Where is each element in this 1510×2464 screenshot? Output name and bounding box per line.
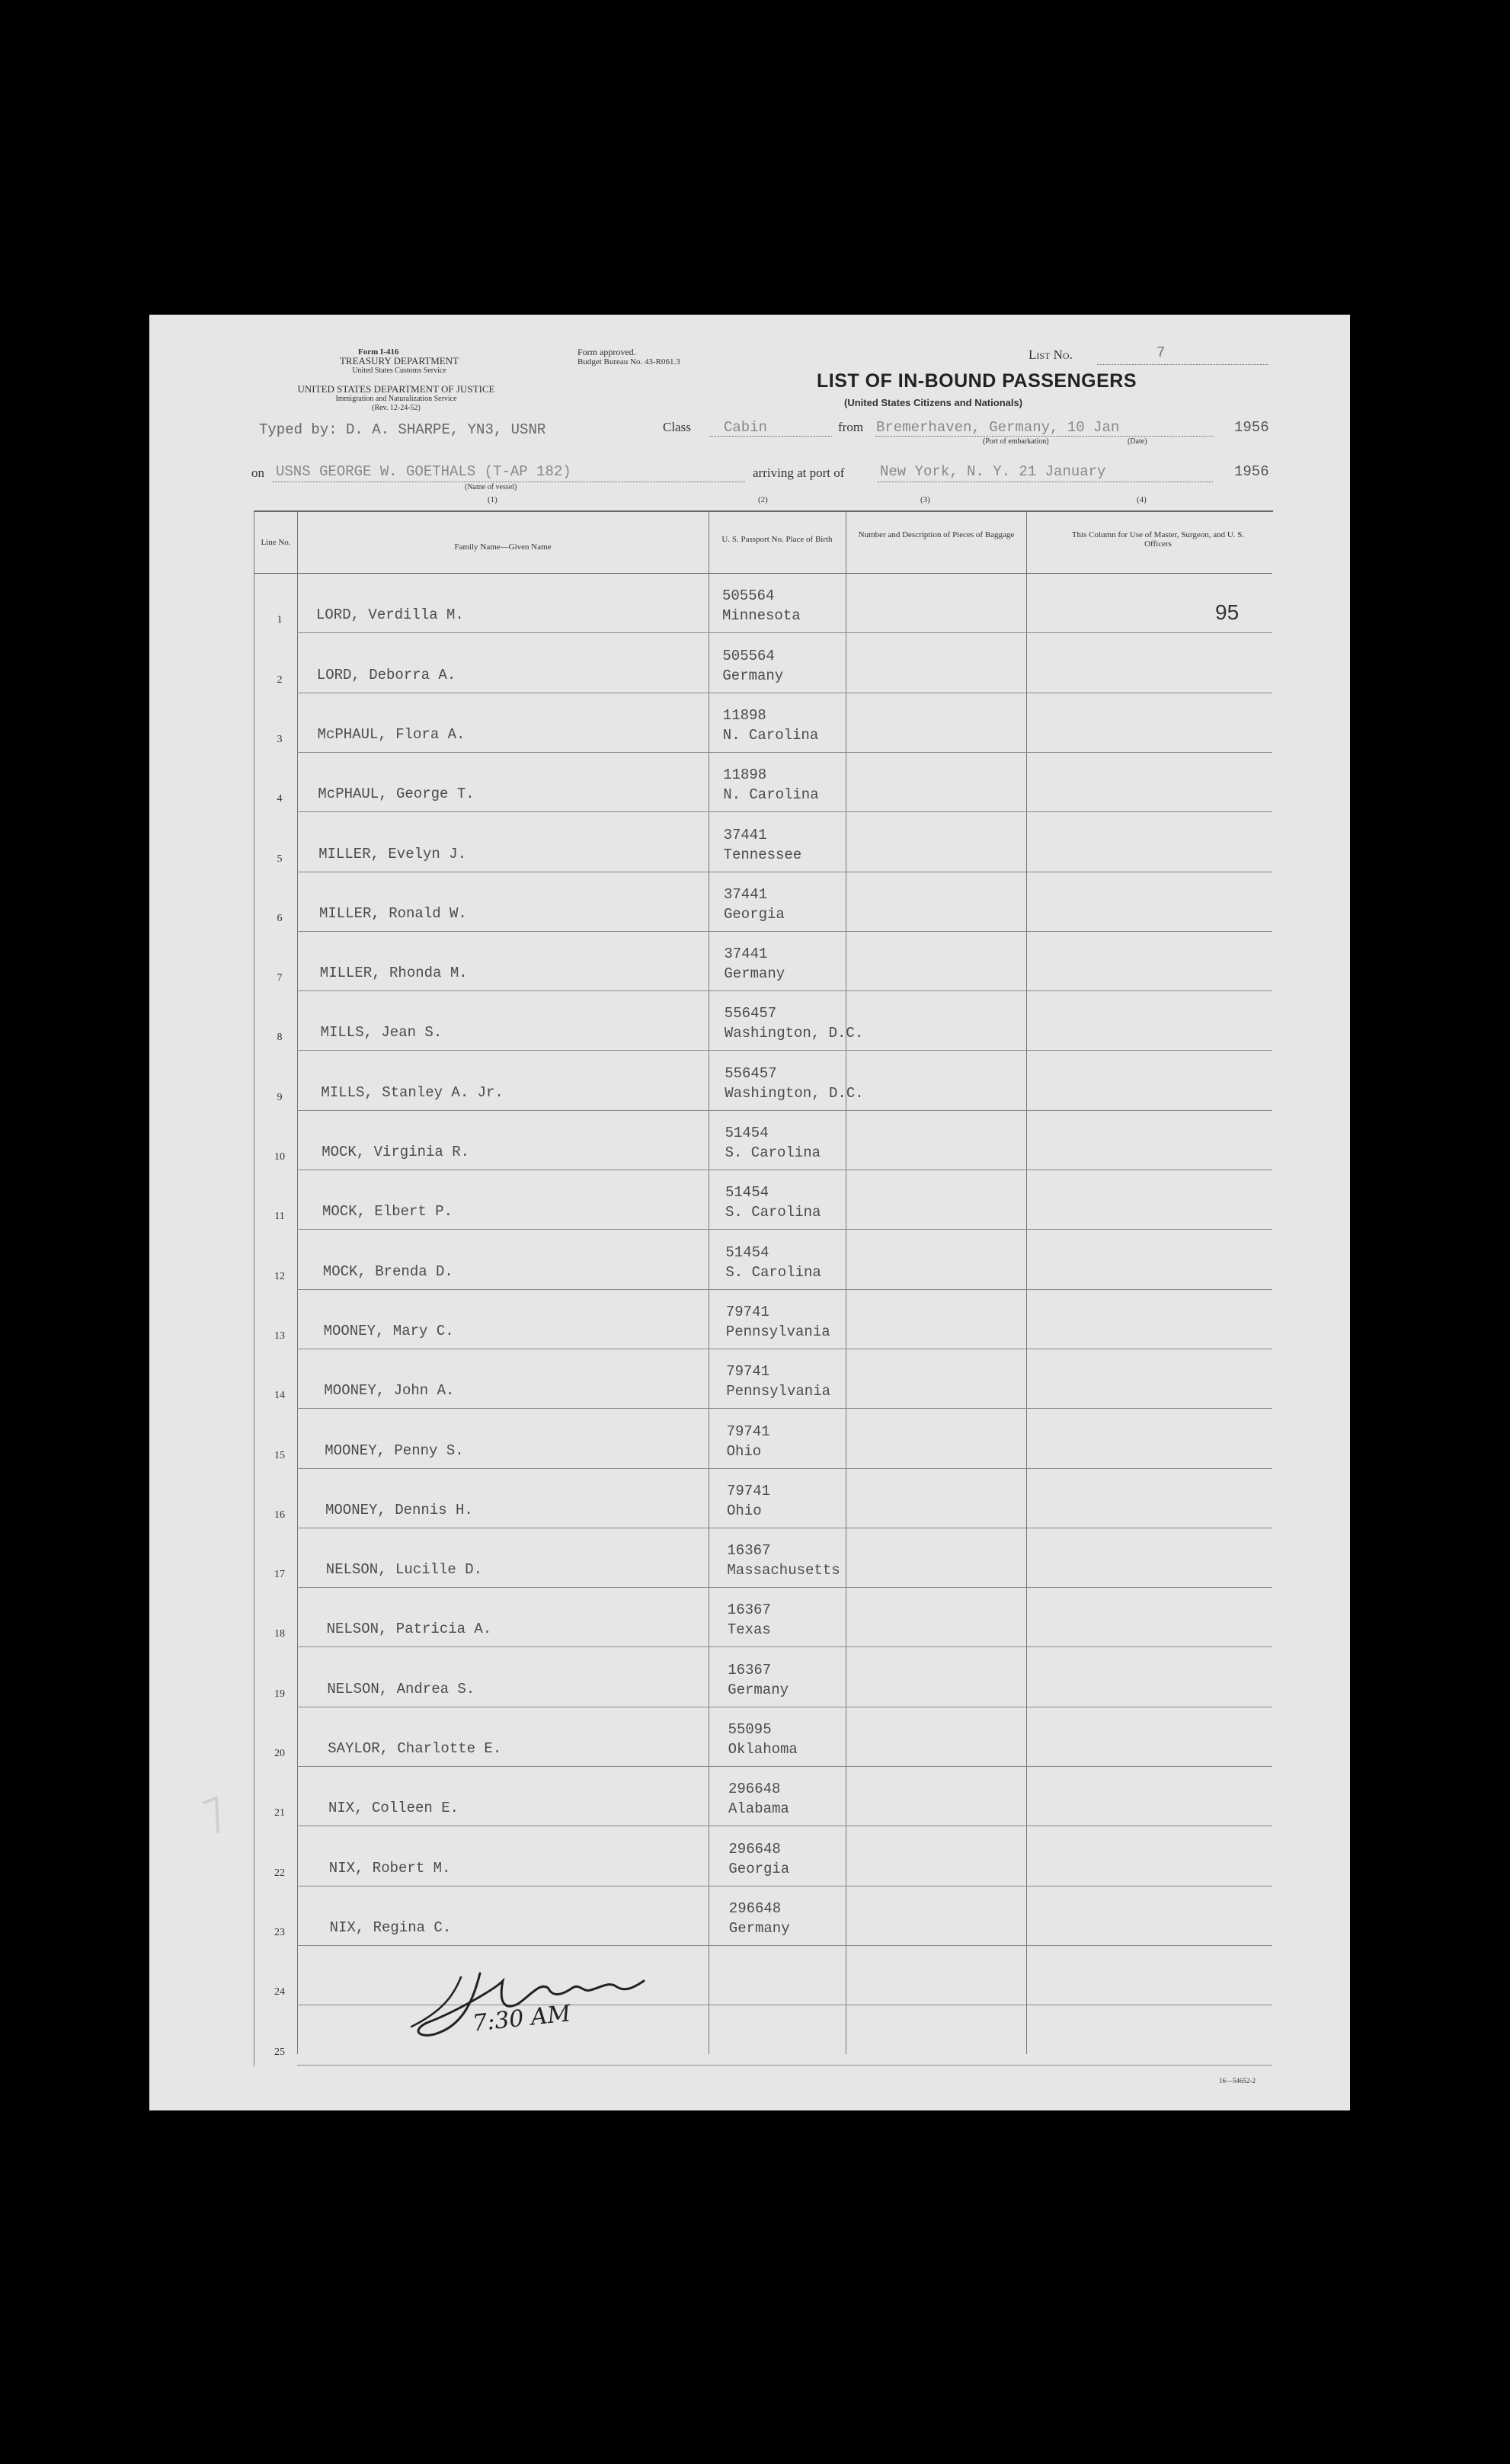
row-line-number: 23 [274,1926,285,1938]
arriving-label: arriving at port of [753,466,845,480]
passport-number: 37441 [724,946,768,963]
passenger-name: MOCK, Brenda D. [322,1262,453,1280]
passport-number: 37441 [723,826,767,843]
row-rule [297,931,1272,932]
form-title: LIST OF IN-BOUND PASSENGERS [817,370,1137,392]
passenger-name: NELSON, Patricia A. [326,1621,492,1638]
passport-number: 556457 [724,1005,777,1022]
passenger-name: NIX, Robert M. [328,1859,451,1877]
passport-number: 16367 [727,1542,771,1560]
list-no-label: List No. [1029,347,1073,362]
place-of-birth: Germany [724,965,785,983]
list-no-underline [1097,364,1268,365]
place-of-birth: N. Carolina [722,726,819,744]
customs-service: United States Customs Service [352,366,446,375]
place-of-birth: Oklahoma [728,1741,798,1758]
row-line-number: 25 [274,2046,285,2058]
row-rule [297,1229,1272,1230]
place-of-birth: Texas [727,1621,771,1639]
header-baggage: Number and Description of Pieces of Baggage [858,530,1015,539]
column-number-3: (3) [920,495,930,504]
row-line-number: 22 [274,1867,285,1879]
place-of-birth: S. Carolina [725,1263,821,1281]
on-label: on [251,466,264,480]
from-label: from [838,420,864,434]
passenger-name: MOCK, Virginia R. [322,1144,470,1160]
row-rule [297,752,1272,753]
row-rule [297,1408,1272,1409]
row-line-number: 10 [274,1151,285,1163]
row-rule [297,1945,1272,1946]
place-of-birth: Germany [722,667,784,684]
place-of-birth: Georgia [728,1860,790,1877]
passport-number: 11898 [723,766,767,784]
place-of-birth: Minnesota [722,607,801,625]
row-line-number: 11 [274,1211,285,1223]
header-name: Family Name—Given Name [454,542,552,552]
passenger-name: McPHAUL, George T. [318,786,475,803]
class-value: Cabin [724,419,768,436]
column-number-1: (1) [488,495,497,504]
form-number: Form I-416 [358,347,399,357]
list-no-value: 7 [1156,344,1166,361]
arrival-value: New York, N. Y. 21 January [880,463,1106,480]
row-line-number: 5 [277,853,283,865]
row-line-number: 6 [277,912,283,924]
passport-number: 296648 [728,1840,781,1858]
row-line-number: 14 [274,1390,285,1402]
passenger-name: MOONEY, Dennis H. [325,1501,473,1518]
margin-mark [200,1797,230,1835]
date-caption: (Date) [1128,437,1147,446]
passenger-name: NELSON, Andrea S. [327,1680,475,1698]
from-year: 1956 [1234,419,1269,436]
place-of-birth: Washington, D.C. [724,1025,864,1042]
row-line-number: 13 [274,1330,285,1342]
passenger-name: SAYLOR, Charlotte E. [328,1740,502,1757]
passenger-name: NIX, Colleen E. [328,1800,459,1817]
place-of-birth: Pennsylvania [726,1383,831,1400]
department-of-justice: UNITED STATES DEPARTMENT OF JUSTICE [297,383,495,395]
row-rule [297,632,1272,633]
row-line-number: 1 [277,614,283,626]
passport-number: 296648 [728,1781,781,1798]
row-rule [297,1468,1272,1469]
budget-bureau: Budget Bureau No. 43-R061.3 [577,357,680,366]
place-of-birth: Alabama [728,1800,789,1818]
place-of-birth: Tennessee [723,846,802,863]
passenger-name: MOONEY, Mary C. [323,1322,454,1339]
row-line-number: 15 [274,1449,285,1461]
passenger-name: MILLER, Rhonda M. [319,965,468,982]
handwritten-time: 7:30 AM [471,2000,572,2037]
passenger-name: MILLER, Evelyn J. [318,845,467,862]
place-of-birth: Ohio [726,1442,762,1460]
row-line-number: 21 [274,1807,285,1819]
passport-number: 79741 [726,1363,770,1381]
row-line-number: 19 [274,1688,285,1700]
passport-number: 296648 [728,1899,782,1917]
place-of-birth: Georgia [724,905,785,923]
row-rule [297,1289,1272,1290]
place-of-birth: S. Carolina [725,1144,821,1161]
passport-number: 55095 [728,1721,772,1738]
officer-mark: 95 [1215,600,1240,624]
row-rule [297,1766,1272,1767]
immigration-service: Immigration and Naturalization Service [335,395,457,403]
row-rule [297,1646,1272,1647]
from-underline [875,436,1214,437]
header-passport: U. S. Passport No. Place of Birth [721,535,833,544]
place-of-birth: N. Carolina [723,786,819,804]
place-of-birth: Germany [728,1681,789,1698]
treasury-department: TREASURY DEPARTMENT [339,355,459,366]
vessel-caption: (Name of vessel) [465,483,517,491]
header-rule [254,573,1272,574]
passenger-name: NELSON, Lucille D. [325,1561,483,1579]
place-of-birth: Pennsylvania [725,1323,830,1340]
row-rule [297,990,1272,991]
row-line-number: 8 [277,1032,283,1044]
class-label: Class [663,420,691,434]
class-underline [710,436,832,437]
place-of-birth: Washington, D.C. [725,1084,864,1102]
row-line-number: 18 [274,1628,285,1640]
from-value: Bremerhaven, Germany, 10 Jan [876,419,1120,436]
row-line-number: 24 [274,1986,285,1998]
passenger-name: MILLS, Jean S. [320,1024,443,1042]
passport-number: 505564 [722,587,775,605]
row-line-number: 20 [274,1748,285,1759]
passenger-name: MILLER, Ronald W. [319,904,467,922]
row-line-number: 12 [274,1270,285,1282]
row-line-number: 3 [277,733,283,745]
passport-number: 16367 [727,1602,771,1619]
passenger-name: MILLS, Stanley A. Jr. [321,1083,504,1101]
column-number-2: (2) [758,495,768,504]
column-divider [297,512,298,2054]
footer-code: 16—54652-2 [1219,2077,1256,2085]
column-number-4: (4) [1137,495,1147,504]
row-line-number: 16 [274,1509,285,1521]
passenger-name: NIX, Regina C. [329,1918,452,1936]
row-line-number: 4 [277,793,283,805]
passport-number: 51454 [725,1243,769,1261]
passenger-name: LORD, Deborra A. [316,666,456,683]
passport-number: 16367 [728,1661,772,1678]
passport-number: 79741 [727,1482,771,1499]
row-rule [297,811,1272,812]
passport-number: 79741 [725,1303,769,1320]
passenger-name: MOCK, Elbert P. [322,1203,453,1221]
place-of-birth: Massachusetts [727,1562,840,1579]
vessel-name: USNS GEORGE W. GOETHALS (T-AP 182) [276,463,571,480]
header-officers: This Column for Use of Master, Surgeon, and U. S. Officers [1071,530,1245,549]
passport-number: 11898 [722,706,766,724]
row-line-number: 2 [277,674,283,686]
place-of-birth: S. Carolina [725,1204,821,1221]
row-rule [297,1110,1272,1111]
passport-number: 79741 [726,1422,770,1440]
header-line-no: Line No. [261,538,291,547]
passenger-name: MOONEY, John A. [324,1382,455,1400]
form-approved: Form approved. [577,347,636,357]
row-line-number: 7 [277,972,283,984]
passenger-name: McPHAUL, Flora A. [317,725,465,743]
passport-number: 51454 [725,1125,769,1141]
revision-date: (Rev. 12-24-52) [372,404,421,412]
typed-by: Typed by: D. A. SHARPE, YN3, USNR [259,421,546,438]
row-line-number: 9 [277,1091,283,1103]
row-rule [297,1587,1272,1588]
port-caption: (Port of embarkation) [983,437,1049,446]
passenger-name: MOONEY, Penny S. [325,1442,464,1459]
row-line-number: 17 [274,1569,285,1581]
column-divider [1026,512,1027,2054]
place-of-birth: Ohio [727,1502,762,1519]
passenger-name: LORD, Verdilla M. [316,606,464,624]
form-subtitle: (United States Citizens and Nationals) [844,397,1023,408]
row-rule [297,1050,1272,1051]
passport-number: 556457 [725,1064,777,1082]
passport-number: 51454 [725,1184,769,1202]
passport-number: 37441 [724,885,768,903]
passport-number: 505564 [722,647,775,664]
place-of-birth: Germany [728,1919,790,1937]
arrival-year: 1956 [1234,463,1269,480]
